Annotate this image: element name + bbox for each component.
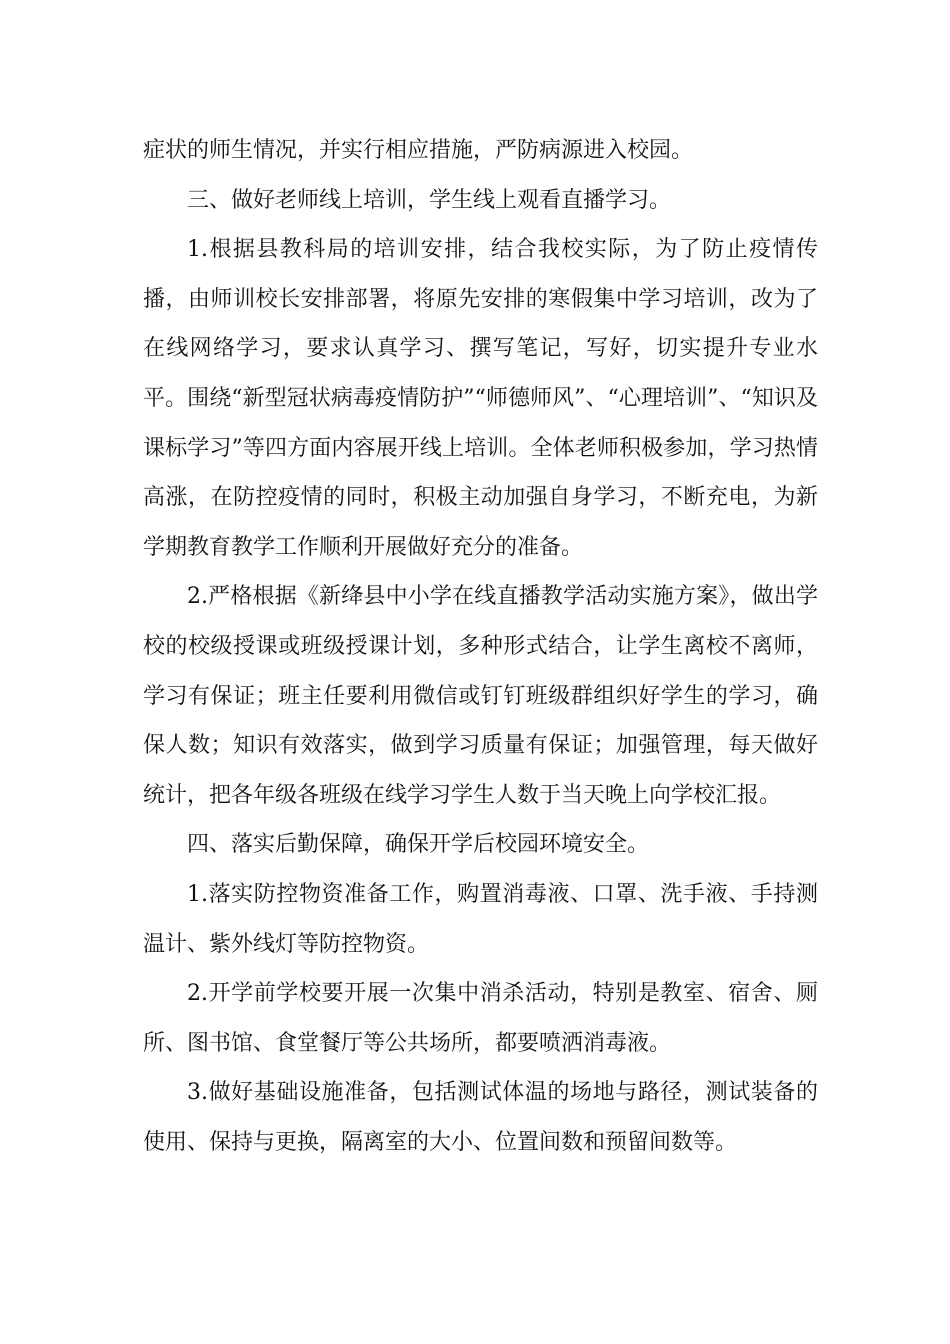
paragraph-item: 1.根据县教科局的培训安排，结合我校实际，为了防止疫情传播，由师训校长安排部署，将原先安排的寒假集中学习培训，改为了在线网络学习，要求认真学习、撰写笔记，写好，切实提升专业水平。围绕“新型冠状病毒疫情防护”“师德师风”、“心理培训”、“知识及课标学习”等四方面内容展开线上培训。全体老师积极参加，学习热情高涨，在防控疫情的同时，积极主动加强自身学习，不断充电，为新学期教育教学工作顺利开展做好充分的准备。 <box>143 237 818 560</box>
paragraph-item: 2.开学前学校要开展一次集中消杀活动，特别是教室、宿舍、厕所、图书馆、食堂餐厅等公共场所，都要喷洒消毒液。 <box>143 981 818 1056</box>
paragraph-item: 1.落实防控物资准备工作，购置消毒液、口罩、洗手液、手持测温计、紫外线灯等防控物资。 <box>143 881 818 957</box>
paragraph-continuation: 症状的师生情况，并实行相应措施，严防病源进入校园。 <box>143 138 694 163</box>
document-body <box>143 126 818 1167</box>
section-heading-four: 四、落实后勤保障，确保开学后校园环境安全。 <box>187 832 650 858</box>
section-heading-three: 三、做好老师线上培训，学生线上观看直播学习。 <box>187 187 672 213</box>
paragraph-item: 3.做好基础设施准备，包括测试体温的场地与路径，测试装备的使用、保持与更换，隔离室的大小、位置间数和预留间数等。 <box>143 1080 818 1155</box>
paragraph-item: 2.严格根据《新绛县中小学在线直播教学活动实施方案》，做出学校的校级授课或班级授课计划，多种形式结合，让学生离校不离师，学习有保证；班主任要利用微信或钉钉班级群组织好学生的学习，确保人数；知识有效落实，做到学习质量有保证；加强管理，每天做好统计，把各年级各班级在线学习学生人数于当天晚上向学校汇报。 <box>143 584 818 808</box>
